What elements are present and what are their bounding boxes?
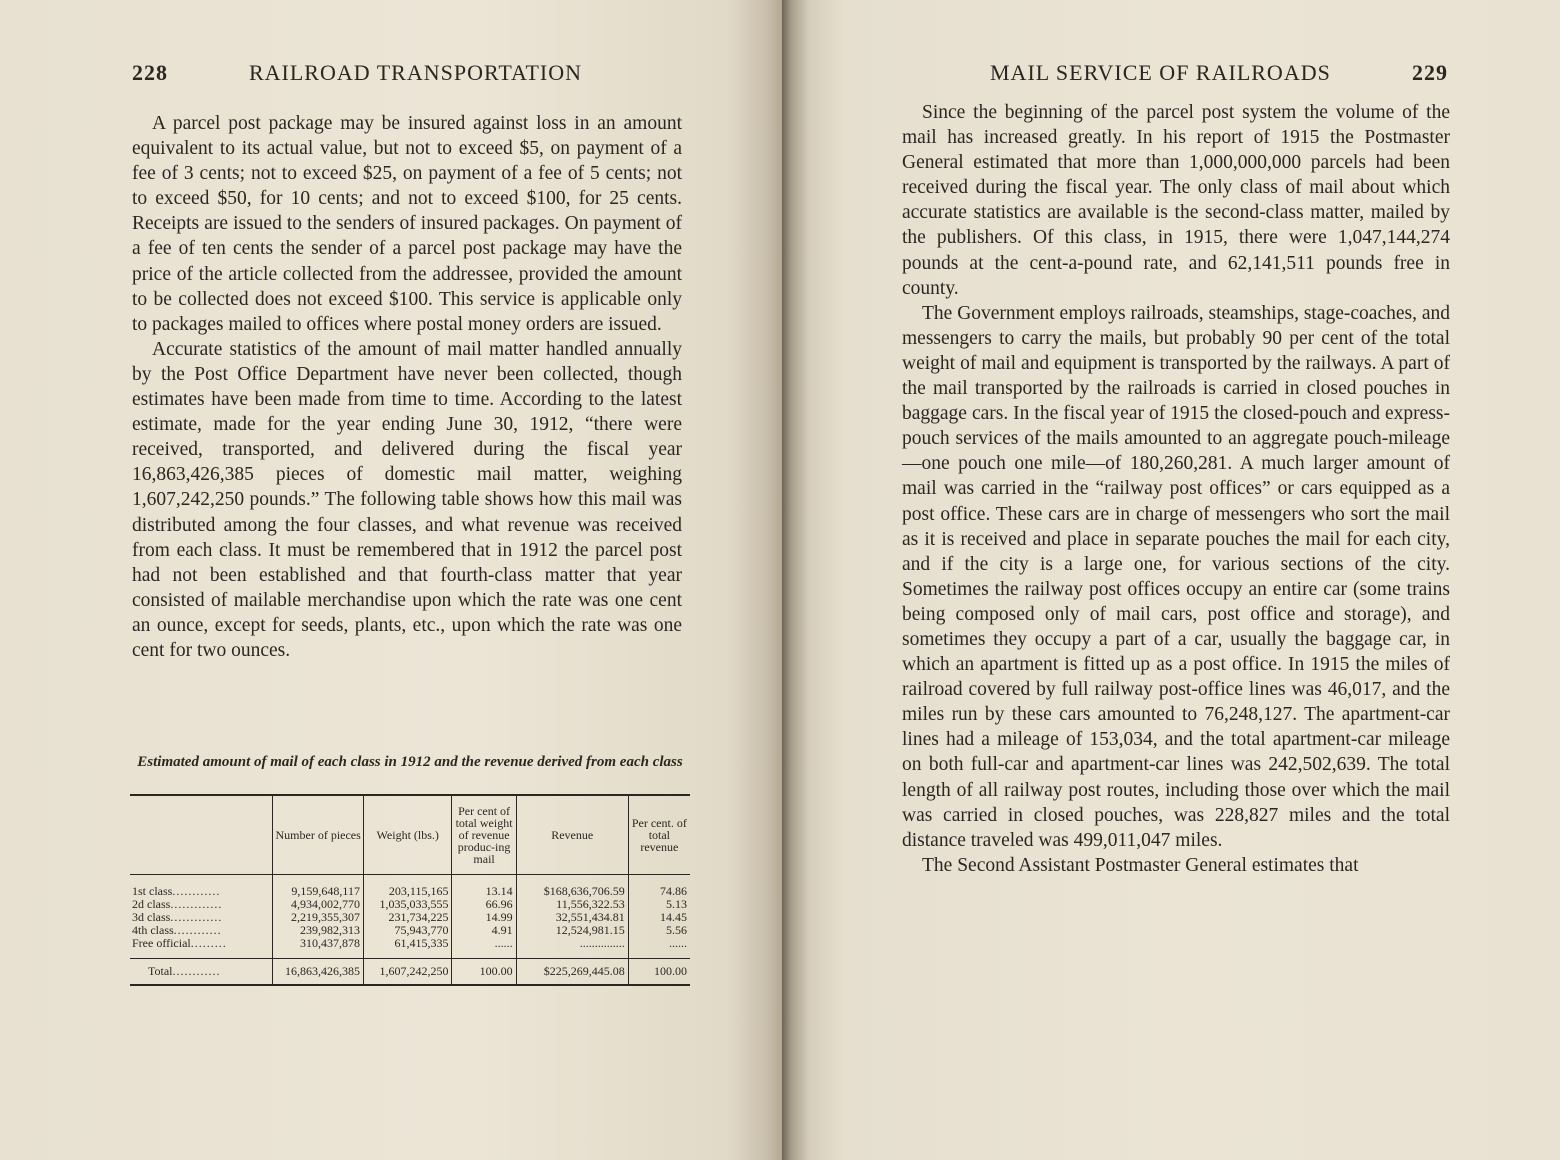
right-page-number: 229 [1412, 60, 1448, 85]
row-label: 1st class [132, 884, 173, 898]
paragraph: The Second Assistant Postmaster General estimates that [922, 854, 1359, 876]
table-caption: Estimated amount of mail of each class in 1912 and the revenue derived from each class [137, 754, 683, 770]
table-cell: 61,415,335 [363, 937, 452, 959]
table-cell: 1,035,033,555 [363, 898, 452, 911]
table-row: Free official......... 310,437,878 61,415,335 ...... ............... ...... [130, 937, 690, 959]
table-cell: 66.96 [452, 898, 516, 911]
paragraph: A parcel post package may be insured against loss in an amount equivalent to its actual value, but not to exceed $5, on payment of a fee of 3 cents; not to exceed $25, on payment of a fee of 5 cents; not to exceed $50, for 10 cents; and not to exceed $100, for 25 cents. Receipts are issued to the senders of insured packages. On payment of a fee of ten cents the sender of a parcel post package may have the price of the article collected from the addressee, provided the amount to be collected does not exceed $100. This service is applicable only to packages mailed to offices where postal money orders are issued. [132, 113, 682, 335]
table-cell: 203,115,165 [363, 875, 452, 899]
row-label: Free official [132, 936, 191, 950]
paragraph: Since the beginning of the parcel post system the volume of the mail has increased greatly. In his report of 1915 the Postmaster General estimated that more than 1,000,000,000 parcels had been received during the fiscal year. The only class of mail about which accurate statistics are available is the second-class matter, mailed by the publishers. Of this class, in 1915, there were 1,047,144,274 pounds at the cent-a-pound rate, and 62,141,511 pounds free in county. [902, 102, 1450, 299]
left-running-title: RAILROAD TRANSPORTATION [248, 60, 582, 85]
right-running-head [990, 60, 1448, 86]
table-cell: 5.56 [628, 924, 690, 937]
table-cell: 9,159,648,117 [273, 875, 364, 899]
table-cell: $168,636,706.59 [516, 875, 628, 899]
table-cell: 5.13 [628, 898, 690, 911]
table-cell: 1,607,242,250 [363, 959, 452, 986]
header-cell: Per cent of total weight of revenue produc-ing mail [452, 795, 516, 875]
header-cell [130, 795, 273, 875]
left-page-number: 228 [132, 60, 168, 85]
mail-statistics-table [130, 794, 690, 986]
right-page [782, 0, 1560, 1160]
table-cell: 2,219,355,307 [273, 911, 364, 924]
table-cell: 4.91 [452, 924, 516, 937]
table-cell: 75,943,770 [363, 924, 452, 937]
table-row: 1st class............ 9,159,648,117 203,115,165 13.14 $168,636,706.59 74.86 [130, 875, 690, 899]
header-cell: Number of pieces [273, 795, 364, 875]
row-label: 4th class [132, 923, 174, 937]
paragraph: The Government employs railroads, steamships, stage-coaches, and messengers to carry the mails, but probably 90 per cent of the total weight of mail and equipment is transported by the railways. A part of the mail transported by the railroads is carried in closed pouches in baggage cars. In the fiscal year of 1915 the closed-pouch and express-pouch services of the mails amounted to an aggregate pouch-mileage—one pouch one mile—of 180,260,281. A much larger amount of mail was carried in the “railway post offices” or cars equipped as a post office. These cars are in charge of messengers who sort the mail as it is received and place in separate pouches the mail for each city, and if the city is a large one, for various sections of the city. Sometimes the railway post offices occupy an entire car (some trains being composed only of mail cars, post office and storage), and sometimes they occupy a part of a car, usually the baggage car, in which an apartment is fitted up as a post office. In 1915 the miles of railroad covered by full railway post-office lines was 46,017, and the miles run by these cars amounted to 76,248,127. The apartment-car lines had a mileage of 153,034, and the total apartment-car mileage on both full-car and apartment-car lines was 242,502,639. The total length of all railway post routes, including those over which the mail was carried in closed pouches, was 228,827 miles and the total distance traveled was 499,011,047 miles. [902, 302, 1450, 851]
table-row: 2d class............. 4,934,002,770 1,035,033,555 66.96 11,556,322.53 5.13 [130, 898, 690, 911]
table-cell: 13.14 [452, 875, 516, 899]
table-cell: 14.99 [452, 911, 516, 924]
table-cell: 4,934,002,770 [273, 898, 364, 911]
table-cell: 310,437,878 [273, 937, 364, 959]
left-body-text [132, 111, 682, 663]
header-cell: Per cent. of total revenue [628, 795, 690, 875]
table-cell: $225,269,445.08 [516, 959, 628, 986]
left-running-head [132, 60, 582, 86]
row-label: Total [148, 964, 173, 978]
table-cell: 100.00 [628, 959, 690, 986]
table-cell: 100.00 [452, 959, 516, 986]
header-cell: Weight (lbs.) [363, 795, 452, 875]
table-cell: 231,734,225 [363, 911, 452, 924]
header-cell: Revenue [516, 795, 628, 875]
table-header-row [130, 795, 690, 875]
table-row: 3d class............. 2,219,355,307 231,734,225 14.99 32,551,434.81 14.45 [130, 911, 690, 924]
row-label: 3d class [132, 910, 171, 924]
table-cell: 239,982,313 [273, 924, 364, 937]
table-total-row: Total............ 16,863,426,385 1,607,242,250 100.00 $225,269,445.08 100.00 [130, 959, 690, 986]
table-cell: 32,551,434.81 [516, 911, 628, 924]
table-cell: ...... [628, 937, 690, 959]
table-cell: 12,524,981.15 [516, 924, 628, 937]
right-body-text [902, 100, 1450, 878]
row-label: 2d class [132, 897, 171, 911]
table-row: 4th class............ 239,982,313 75,943,770 4.91 12,524,981.15 5.56 [130, 924, 690, 937]
table-cell: 11,556,322.53 [516, 898, 628, 911]
table-cell: 14.45 [628, 911, 690, 924]
right-running-title: MAIL SERVICE OF RAILROADS [990, 60, 1331, 85]
table-cell: 16,863,426,385 [273, 959, 364, 986]
table-cell: ............... [516, 937, 628, 959]
table-cell: 74.86 [628, 875, 690, 899]
paragraph: Accurate statistics of the amount of mail matter handled annually by the Post Office Department have never been collected, though estimates have been made from time to time. According to the latest estimate, made for the year ending June 30, 1912, “there were received, transported, and delivered during the fiscal year 16,863,426,385 pieces of domestic mail matter, weighing 1,607,242,250 pounds.” The following table shows how this mail was distributed among the four classes, and what revenue was received from each class. It must be remembered that in 1912 the parcel post had not been established and that fourth-class matter that year consisted of mailable merchandise upon which the rate was one cent an ounce, except for seeds, plants, etc., upon which the rate was one cent for two ounces. [132, 338, 682, 661]
table-cell: ...... [452, 937, 516, 959]
